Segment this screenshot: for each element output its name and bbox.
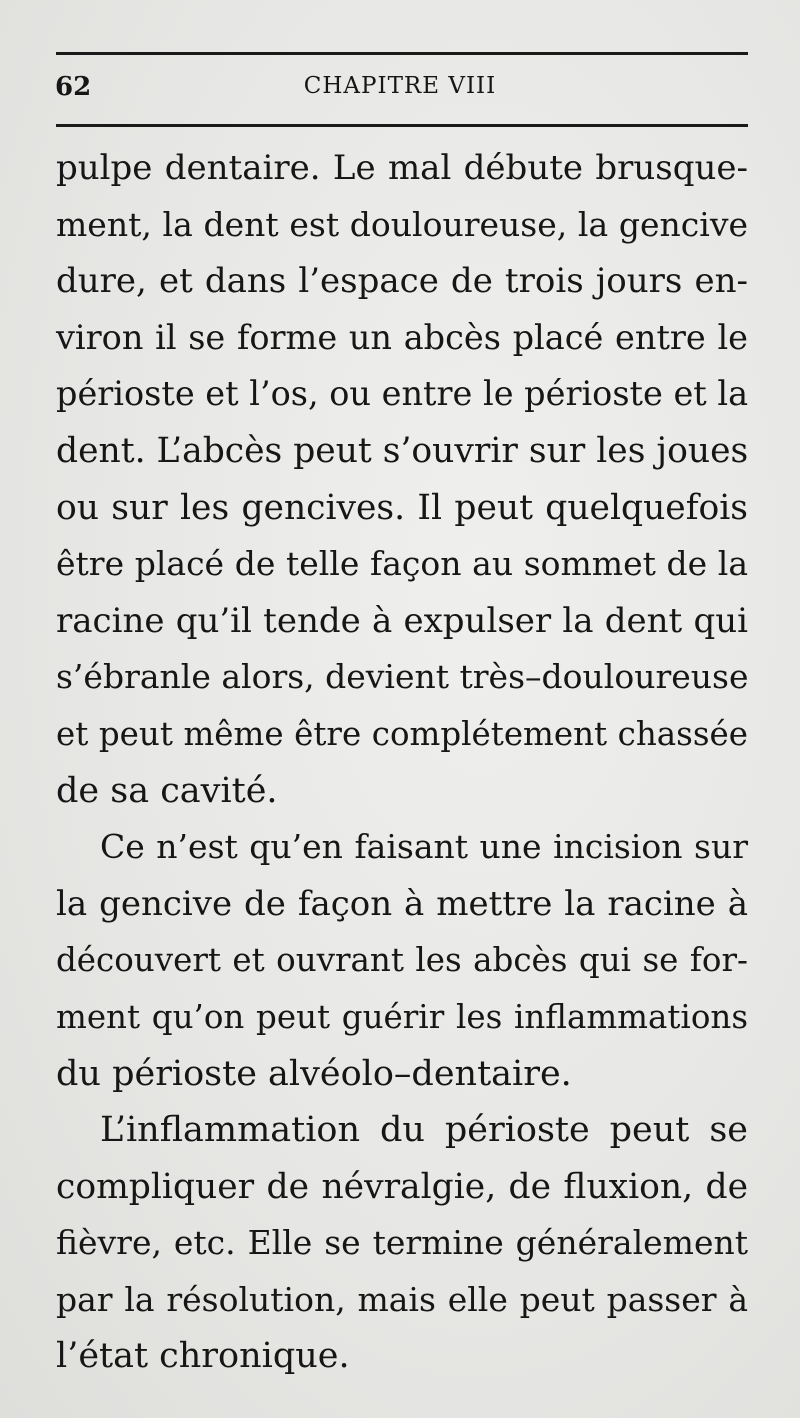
text-line: périoste et l’os, ou entre le périoste et la (56, 374, 749, 414)
text-line: pulpe dentaire. Le mal débute brusque- (56, 148, 748, 188)
text-line: fièvre, etc. Elle se termine généralement (56, 1223, 748, 1263)
body-text (56, 140, 748, 1385)
header-top-rule (56, 52, 748, 55)
text-line: de sa cavité. (56, 770, 278, 811)
text-line: ment, la dent est douloureuse, la gencive (56, 204, 748, 244)
text-line: du périoste alvéolo–dentaire. (56, 1053, 572, 1094)
text-line: viron il se forme un abcès placé entre le (56, 317, 748, 357)
text-line: racine qu’il tende à expulser la dent qui (56, 600, 748, 641)
header-bottom-rule (56, 124, 748, 127)
text-line: ou sur les gencives. Il peut quelquefois (56, 487, 748, 528)
page-number: 62 (55, 72, 92, 102)
text-line: par la résolution, mais elle peut passer à (56, 1279, 748, 1319)
text-line: être placé de telle façon au sommet de la (56, 544, 748, 584)
text-line: découvert et ouvrant les abcès qui se for- (56, 941, 748, 980)
text-line: et peut même être complétement chassée (56, 714, 748, 753)
text-line: L’inflammation du périoste peut se (100, 1110, 748, 1151)
text-line: l’état chronique. (56, 1336, 350, 1377)
text-line: la gencive de façon à mettre la racine à (56, 883, 748, 924)
text-line: compliquer de névralgie, de fluxion, de (56, 1166, 748, 1207)
text-line: s’ébranle alors, devient très–douloureuse (56, 657, 749, 697)
text-line: dent. L’abcès peut s’ouvrir sur les joues (56, 430, 749, 471)
running-head: CHAPITRE VIII (303, 73, 497, 99)
text-line: ment qu’on peut guérir les inflammations (56, 997, 748, 1036)
text-line: dure, et dans l’espace de trois jours en- (56, 261, 748, 302)
text-line: Ce n’est qu’en faisant une incision sur (100, 827, 748, 867)
